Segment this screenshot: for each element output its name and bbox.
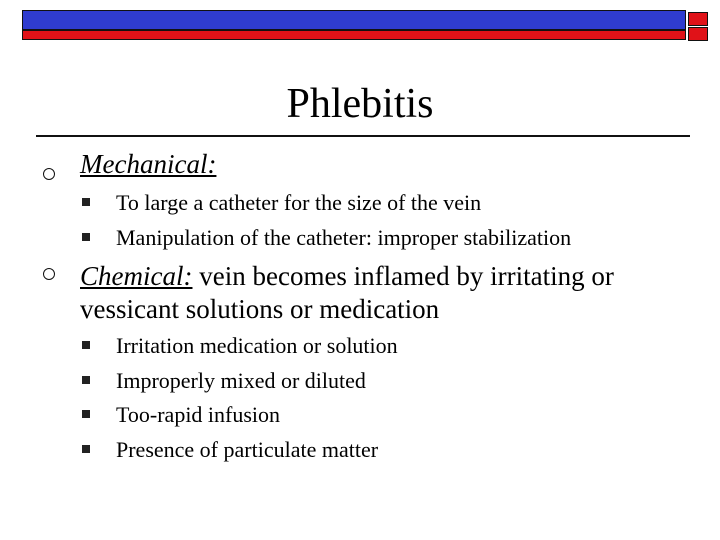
square-bullet-icon — [82, 233, 90, 241]
section-chemical — [80, 260, 680, 292]
hollow-bullet-icon — [43, 268, 55, 280]
list-item: Presence of particulate matter — [116, 437, 379, 462]
slide-title-text: Phlebitis — [286, 81, 434, 127]
square-bullet-icon — [82, 410, 90, 418]
list-item: Manipulation of the catheter: improper stabilization — [116, 225, 572, 250]
list-item: Too-rapid infusion — [116, 402, 281, 427]
square-bullet-icon — [82, 198, 90, 206]
hollow-bullet-icon — [43, 168, 55, 180]
section-mechanical — [80, 148, 680, 180]
square-bullet-icon — [82, 376, 90, 384]
section-heading: Mechanical: — [80, 149, 217, 179]
square-bullet-icon — [82, 341, 90, 349]
list-item: Improperly mixed or diluted — [116, 368, 366, 393]
section-heading: Chemical: — [80, 261, 193, 291]
list-item: To large a catheter for the size of the vein — [116, 190, 482, 215]
list-item: Irritation medication or solution — [116, 333, 398, 358]
section-text: vein becomes inflamed by irritating or — [192, 261, 614, 291]
square-bullet-icon — [82, 445, 90, 453]
section-text-continued: vessicant solutions or medication — [80, 294, 440, 324]
